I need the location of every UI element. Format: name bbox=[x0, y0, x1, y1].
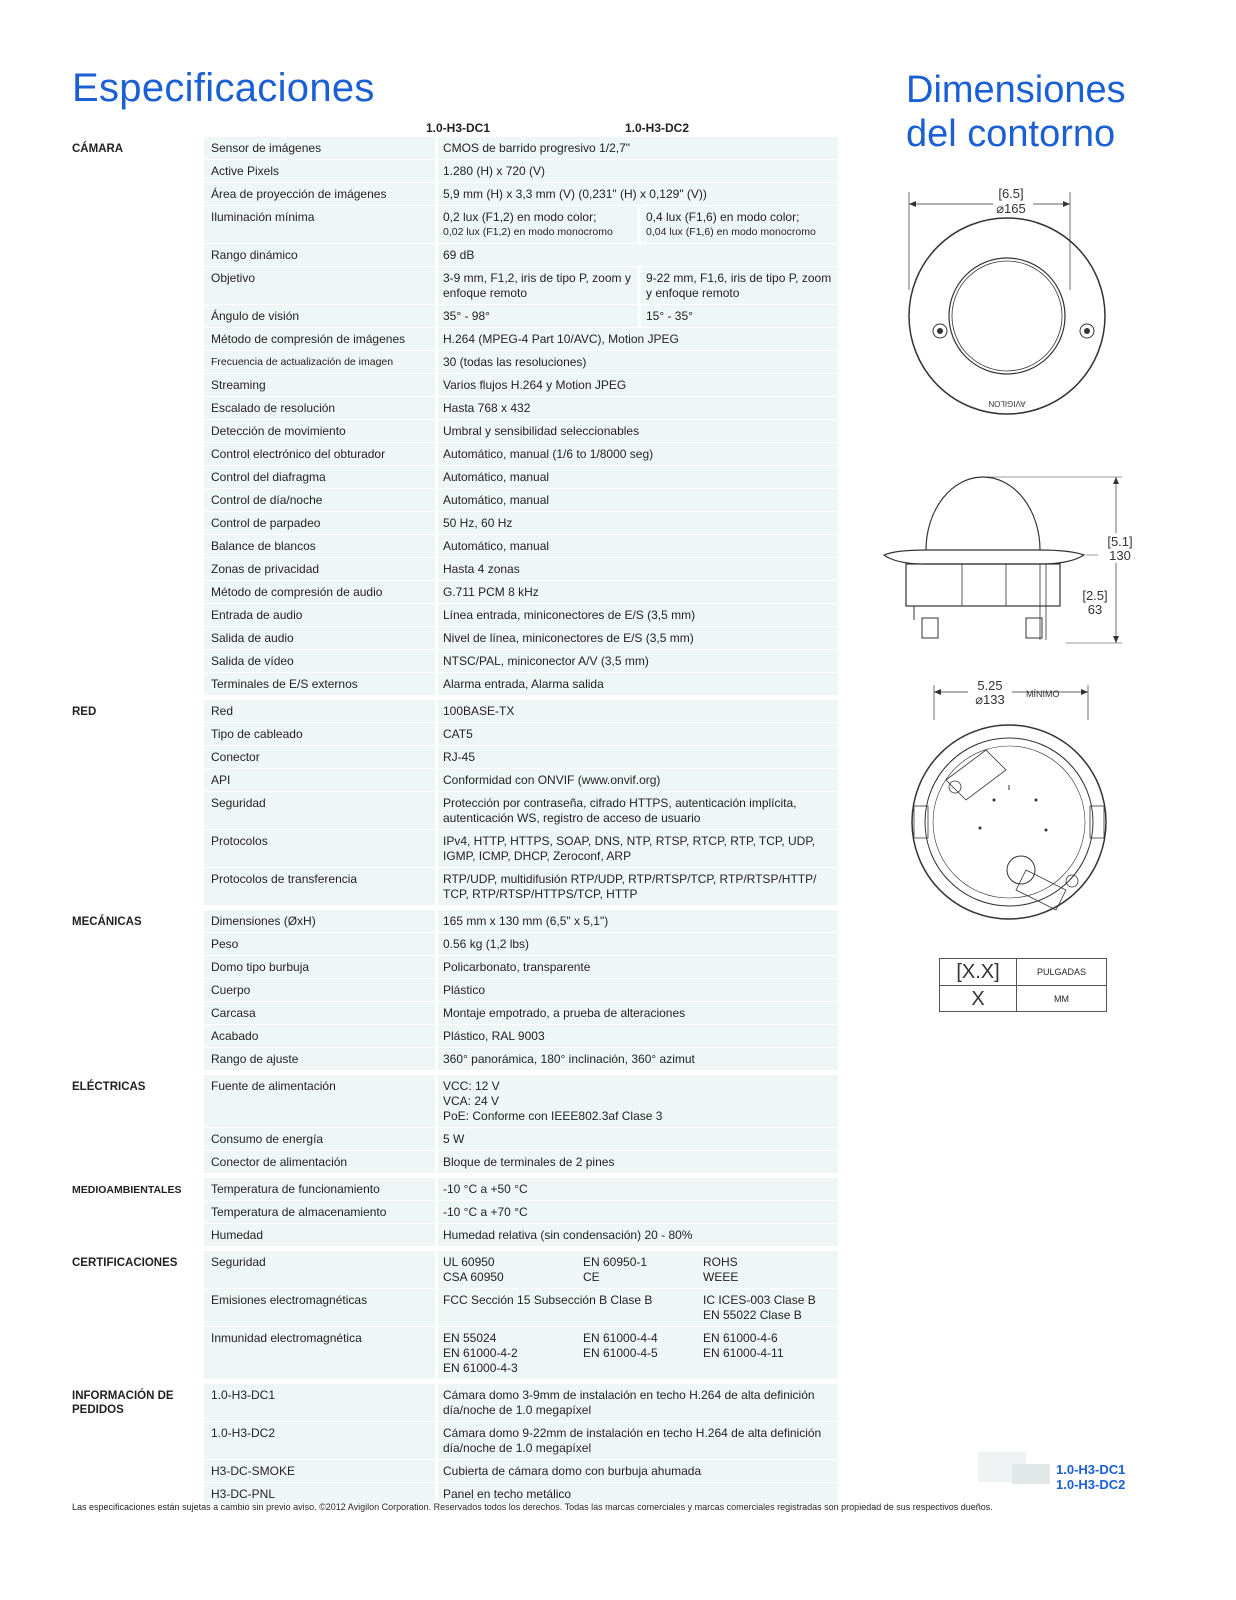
category-label: RED bbox=[72, 706, 97, 718]
dimensions-title bbox=[906, 68, 1206, 156]
feature-label: Acabado bbox=[204, 1025, 435, 1047]
feature-label: Emisiones electromagnéticas bbox=[204, 1289, 435, 1326]
top-dim-inches: [6.5] bbox=[998, 186, 1024, 201]
spec-row bbox=[72, 1002, 842, 1024]
feature-label: Método de compresión de imágenes bbox=[204, 328, 435, 350]
dimensions-title-line2: del contorno bbox=[906, 113, 1116, 155]
section-environmental bbox=[72, 1178, 842, 1246]
feature-value: Automático, manual (1/6 to 1/8000 seg) bbox=[443, 447, 654, 461]
feature-value-dc2: 15° - 35° bbox=[638, 305, 838, 327]
decorative-block bbox=[1012, 1464, 1050, 1484]
feature-value: Hasta 768 x 432 bbox=[443, 401, 531, 415]
spec-row bbox=[72, 1251, 842, 1288]
feature-label: H3-DC-PNL bbox=[204, 1483, 435, 1505]
category-label: CERTIFICACIONES bbox=[72, 1257, 178, 1269]
spec-row bbox=[72, 1075, 842, 1127]
feature-label: Sensor de imágenes bbox=[204, 137, 435, 159]
section-ordering bbox=[72, 1384, 842, 1505]
feature-value: CAT5 bbox=[443, 727, 473, 741]
feature-label: Seguridad bbox=[204, 792, 435, 829]
spec-row bbox=[72, 267, 842, 304]
feature-label: Dimensiones (ØxH) bbox=[204, 910, 435, 932]
dimensions-title-line1: Dimensiones bbox=[906, 69, 1126, 111]
feature-label: Entrada de audio bbox=[204, 604, 435, 626]
spec-row bbox=[72, 1460, 842, 1482]
spec-row bbox=[72, 792, 842, 829]
feature-label: Active Pixels bbox=[204, 160, 435, 182]
spec-row bbox=[72, 723, 842, 745]
spec-row bbox=[72, 1178, 842, 1200]
units-legend bbox=[939, 958, 1107, 1012]
spec-row bbox=[72, 420, 842, 442]
footer-disclaimer: Las especificaciones están sujetas a cambio sin previo aviso. ©2012 Avigilon Corporation. Reservados todos los derechos. Todas las marcas comerciales y marcas comerciales registradas son propiedad de sus respectivos dueños. bbox=[72, 1502, 993, 1512]
spec-row bbox=[72, 746, 842, 768]
legend-symbol: [X.X] bbox=[940, 959, 1017, 985]
cutout-min-label: MÍNIMO bbox=[1026, 689, 1060, 699]
feature-label: Seguridad bbox=[204, 1251, 435, 1288]
feature-value: Alarma entrada, Alarma salida bbox=[443, 677, 604, 691]
feature-value: RTP/UDP, multidifusión RTP/UDP, RTP/RTSP/TCP, RTP/RTSP/HTTP/ TCP, RTP/RTSP/HTTPS/TCP, HTTP bbox=[443, 872, 817, 901]
spec-row bbox=[72, 868, 842, 905]
feature-value: CMOS de barrido progresivo 1/2,7" bbox=[443, 141, 631, 155]
cutout-dim-inches: 5.25 bbox=[977, 678, 1003, 693]
spec-row bbox=[72, 489, 842, 511]
feature-value: Hasta 4 zonas bbox=[443, 562, 520, 576]
feature-label: Ángulo de visión bbox=[204, 305, 435, 327]
feature-value: 5,9 mm (H) x 3,3 mm (V) (0,231" (H) x 0,129" (V)) bbox=[443, 187, 707, 201]
feature-label: Iluminación mínima bbox=[204, 206, 435, 243]
feature-value: G.711 PCM 8 kHz bbox=[443, 585, 539, 599]
spec-row bbox=[72, 558, 842, 580]
cert-value: EN 55024 EN 61000-4-2 EN 61000-4-3 bbox=[443, 1331, 518, 1375]
spec-row bbox=[72, 374, 842, 396]
spec-row bbox=[72, 604, 842, 626]
feature-label: Inmunidad electromagnética bbox=[204, 1327, 435, 1379]
section-mechanical bbox=[72, 910, 842, 1070]
feature-value: 30 (todas las resoluciones) bbox=[443, 355, 587, 369]
feature-label: Fuente de alimentación bbox=[204, 1075, 435, 1127]
feature-label: Terminales de E/S externos bbox=[204, 673, 435, 695]
feature-value-dc1: 35° - 98° bbox=[443, 309, 490, 323]
feature-value-dc2 bbox=[638, 206, 838, 243]
bottom-model-names bbox=[1056, 1462, 1125, 1492]
legend-row-inches bbox=[940, 959, 1106, 985]
cutout-view-drawing bbox=[912, 678, 1106, 919]
section-network bbox=[72, 700, 842, 905]
spec-row bbox=[72, 443, 842, 465]
feature-label: Peso bbox=[204, 933, 435, 955]
spec-row bbox=[72, 933, 842, 955]
feature-value: Protección por contraseña, cifrado HTTPS, autenticación implícita, autenticación WS, registro de acceso de usuario bbox=[443, 796, 797, 825]
side-view-drawing bbox=[884, 477, 1140, 643]
feature-label: Carcasa bbox=[204, 1002, 435, 1024]
feature-value: Cámara domo 3-9mm de instalación en techo H.264 de alta definición día/noche de 1.0 megapíxel bbox=[443, 1388, 815, 1417]
feature-value: 50 Hz, 60 Hz bbox=[443, 516, 513, 530]
feature-value: Cámara domo 9-22mm de instalación en techo H.264 de alta definición día/noche de 1.0 megapíxel bbox=[443, 1426, 822, 1455]
feature-value: 5 W bbox=[443, 1132, 465, 1146]
model-header-dc1: 1.0-H3-DC1 bbox=[426, 121, 491, 135]
spec-row bbox=[72, 160, 842, 182]
feature-label: Método de compresión de audio bbox=[204, 581, 435, 603]
feature-value: NTSC/PAL, miniconector A/V (3,5 mm) bbox=[443, 654, 649, 668]
value-subline: 0,04 lux (F1,6) en modo monocromo bbox=[646, 226, 816, 238]
spec-row bbox=[72, 328, 842, 350]
model-header-dc2: 1.0-H3-DC2 bbox=[625, 121, 690, 135]
feature-label: Área de proyección de imágenes bbox=[204, 183, 435, 205]
section-electrical bbox=[72, 1075, 842, 1173]
value-subline: 0,02 lux (F1,2) en modo monocromo bbox=[443, 226, 613, 238]
spec-row bbox=[72, 1224, 842, 1246]
feature-value: Montaje empotrado, a prueba de alteraciones bbox=[443, 1006, 686, 1020]
spec-row bbox=[72, 1384, 842, 1421]
feature-label: Rango de ajuste bbox=[204, 1048, 435, 1070]
category-label: CÁMARA bbox=[72, 143, 124, 155]
spec-row bbox=[72, 627, 842, 649]
spec-row bbox=[72, 650, 842, 672]
spec-row bbox=[72, 183, 842, 205]
feature-label: Red bbox=[204, 700, 435, 722]
feature-value: Automático, manual bbox=[443, 470, 550, 484]
spec-row bbox=[72, 1201, 842, 1223]
feature-value: Humedad relativa (sin condensación) 20 - 80% bbox=[443, 1228, 693, 1242]
spec-row bbox=[72, 910, 842, 932]
feature-value: Bloque de terminales de 2 pines bbox=[443, 1155, 615, 1169]
feature-label: Cuerpo bbox=[204, 979, 435, 1001]
feature-value: RJ-45 bbox=[443, 750, 476, 764]
spec-row bbox=[72, 244, 842, 266]
category-label: INFORMACIÓN DE PEDIDOS bbox=[72, 1390, 174, 1416]
value-line: 0,2 lux (F1,2) en modo color; bbox=[443, 210, 597, 224]
side-base-inches: [2.5] bbox=[1082, 588, 1108, 603]
legend-row-mm bbox=[940, 985, 1106, 1012]
spec-row bbox=[72, 830, 842, 867]
spec-row bbox=[72, 1025, 842, 1047]
feature-value: Panel en techo metálico bbox=[443, 1487, 572, 1501]
page-title: Especificaciones bbox=[72, 66, 375, 110]
feature-label: Objetivo bbox=[204, 267, 435, 304]
section-certifications bbox=[72, 1251, 842, 1379]
side-height-mm: 130 bbox=[1109, 548, 1131, 563]
feature-value: Varios flujos H.264 y Motion JPEG bbox=[443, 378, 627, 392]
feature-label: Salida de vídeo bbox=[204, 650, 435, 672]
spec-row bbox=[72, 137, 842, 159]
cert-value: EN 61000-4-6 EN 61000-4-11 bbox=[703, 1331, 784, 1360]
feature-label: Escalado de resolución bbox=[204, 397, 435, 419]
feature-value: Línea entrada, miniconectores de E/S (3,5 mm) bbox=[443, 608, 696, 622]
feature-label: Temperatura de almacenamiento bbox=[204, 1201, 435, 1223]
brand-mark: AVIGILON bbox=[988, 399, 1026, 408]
category-label: MEDIOAMBIENTALES bbox=[72, 1184, 182, 1196]
feature-value: Policarbonato, transparente bbox=[443, 960, 591, 974]
spec-row bbox=[72, 1151, 842, 1173]
feature-label: Salida de audio bbox=[204, 627, 435, 649]
feature-label: Rango dinámico bbox=[204, 244, 435, 266]
feature-label: Detección de movimiento bbox=[204, 420, 435, 442]
feature-value: -10 °C a +50 °C bbox=[443, 1182, 528, 1196]
feature-label: Tipo de cableado bbox=[204, 723, 435, 745]
side-base-mm: 63 bbox=[1087, 602, 1103, 617]
feature-value-dc2: 9-22 mm, F1,6, iris de tipo P, zoom y enfoque remoto bbox=[638, 267, 838, 304]
spec-row bbox=[72, 512, 842, 534]
feature-value: Plástico bbox=[443, 983, 486, 997]
category-label: MECÁNICAS bbox=[72, 916, 142, 928]
feature-label: Control de parpadeo bbox=[204, 512, 435, 534]
spec-row bbox=[72, 1128, 842, 1150]
legend-symbol: X bbox=[940, 986, 1017, 1012]
feature-label: Frecuencia de actualización de imagen bbox=[204, 351, 435, 373]
feature-value: 360° panorámica, 180° inclinación, 360° azimut bbox=[443, 1052, 695, 1066]
cert-value: EN 61000-4-4 EN 61000-4-5 bbox=[583, 1331, 658, 1360]
feature-value: 1.280 (H) x 720 (V) bbox=[443, 164, 546, 178]
feature-value: Plástico, RAL 9003 bbox=[443, 1029, 545, 1043]
feature-label: Control electrónico del obturador bbox=[204, 443, 435, 465]
feature-value-dc1 bbox=[438, 206, 638, 243]
cert-value: UL 60950 CSA 60950 bbox=[443, 1255, 504, 1284]
side-height-inches: [5.1] bbox=[1107, 534, 1133, 549]
feature-label: 1.0-H3-DC2 bbox=[204, 1422, 435, 1459]
spec-row bbox=[72, 769, 842, 791]
spec-row bbox=[72, 351, 842, 373]
feature-value: 69 dB bbox=[443, 248, 475, 262]
section-camera bbox=[72, 137, 842, 695]
feature-value: 100BASE-TX bbox=[443, 704, 515, 718]
feature-label: API bbox=[204, 769, 435, 791]
cutout-dim-mm: ⌀133 bbox=[975, 692, 1005, 707]
feature-label: 1.0-H3-DC1 bbox=[204, 1384, 435, 1421]
feature-value: Automático, manual bbox=[443, 539, 550, 553]
feature-label: Conector de alimentación bbox=[204, 1151, 435, 1173]
feature-value: Conformidad con ONVIF (www.onvif.org) bbox=[443, 773, 661, 787]
feature-label: Protocolos bbox=[204, 830, 435, 867]
spec-row bbox=[72, 397, 842, 419]
spec-row bbox=[72, 1289, 842, 1326]
feature-label: Streaming bbox=[204, 374, 435, 396]
legend-unit: MM bbox=[1054, 994, 1069, 1004]
spec-row bbox=[72, 581, 842, 603]
feature-label: H3-DC-SMOKE bbox=[204, 1460, 435, 1482]
feature-label: Control del diafragma bbox=[204, 466, 435, 488]
spec-row bbox=[72, 1327, 842, 1379]
bottom-model-1: 1.0-H3-DC1 bbox=[1056, 1462, 1126, 1477]
feature-value: H.264 (MPEG-4 Part 10/AVC), Motion JPEG bbox=[443, 332, 679, 346]
feature-label: Temperatura de funcionamiento bbox=[204, 1178, 435, 1200]
feature-label: Balance de blancos bbox=[204, 535, 435, 557]
spec-row bbox=[72, 466, 842, 488]
spec-row bbox=[72, 956, 842, 978]
category-label: ELÉCTRICAS bbox=[72, 1081, 146, 1093]
outline-drawings bbox=[876, 180, 1176, 1000]
feature-value: 165 mm x 130 mm (6,5" x 5,1") bbox=[443, 914, 609, 928]
feature-label: Humedad bbox=[204, 1224, 435, 1246]
feature-value: Nivel de línea, miniconectores de E/S (3,5 mm) bbox=[443, 631, 694, 645]
feature-value: Automático, manual bbox=[443, 493, 550, 507]
bottom-model-2: 1.0-H3-DC2 bbox=[1056, 1477, 1126, 1492]
top-view-drawing bbox=[909, 185, 1105, 414]
spec-row bbox=[72, 1422, 842, 1459]
top-dim-mm: ⌀165 bbox=[996, 201, 1026, 216]
feature-label: Consumo de energía bbox=[204, 1128, 435, 1150]
spec-row bbox=[72, 979, 842, 1001]
value-line: 0,4 lux (F1,6) en modo color; bbox=[646, 210, 800, 224]
feature-value: Cubierta de cámara domo con burbuja ahumada bbox=[443, 1464, 702, 1478]
feature-value: -10 °C a +70 °C bbox=[443, 1205, 528, 1219]
spec-row bbox=[72, 700, 842, 722]
cert-value: EN 60950-1 CE bbox=[583, 1255, 648, 1284]
feature-label: Domo tipo burbuja bbox=[204, 956, 435, 978]
feature-label: Control de día/noche bbox=[204, 489, 435, 511]
spec-row bbox=[72, 305, 842, 327]
spec-row bbox=[72, 206, 842, 243]
feature-label: Protocolos de transferencia bbox=[204, 868, 435, 905]
spec-row bbox=[72, 673, 842, 695]
feature-value: IPv4, HTTP, HTTPS, SOAP, DNS, NTP, RTSP, RTCP, RTP, TCP, UDP, IGMP, ICMP, DHCP, Zeroconf, ARP bbox=[443, 834, 816, 863]
spec-row bbox=[72, 1048, 842, 1070]
cert-value: FCC Sección 15 Subsección B Clase B bbox=[443, 1293, 653, 1307]
feature-label: Conector bbox=[204, 746, 435, 768]
spec-table bbox=[72, 137, 842, 1510]
feature-value-dc1: 3-9 mm, F1,2, iris de tipo P, zoom y enfoque remoto bbox=[443, 271, 631, 300]
feature-value: Umbral y sensibilidad seleccionables bbox=[443, 424, 640, 438]
cert-value: IC ICES-003 Clase B EN 55022 Clase B bbox=[703, 1293, 816, 1322]
feature-value: VCC: 12 V VCA: 24 V PoE: Conforme con IEEE802.3af Clase 3 bbox=[443, 1079, 663, 1123]
feature-label: Zonas de privacidad bbox=[204, 558, 435, 580]
spec-row bbox=[72, 535, 842, 557]
feature-value: 0.56 kg (1,2 lbs) bbox=[443, 937, 530, 951]
cert-value: ROHS WEEE bbox=[703, 1255, 739, 1284]
legend-unit: PULGADAS bbox=[1036, 967, 1087, 977]
